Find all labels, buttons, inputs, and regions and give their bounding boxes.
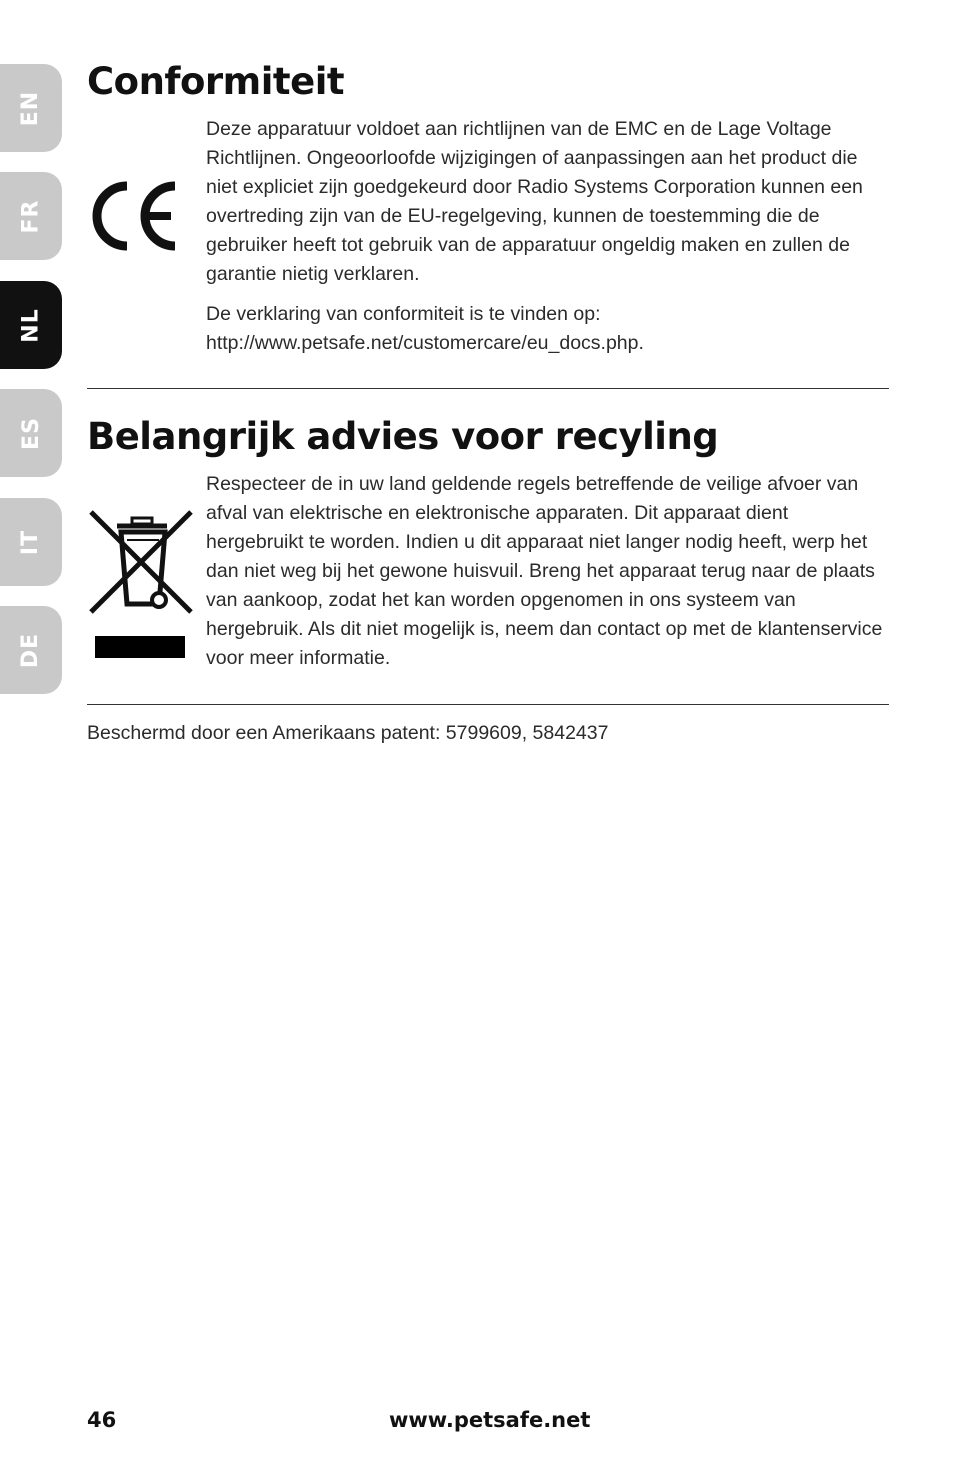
tab-label: ES xyxy=(18,416,44,450)
tab-es[interactable] xyxy=(0,389,62,477)
tab-fr[interactable] xyxy=(0,172,62,260)
ce-mark-icon xyxy=(87,178,179,254)
tab-de[interactable] xyxy=(0,606,62,694)
tab-label: DE xyxy=(18,632,44,668)
section-divider xyxy=(87,388,889,389)
tab-label: FR xyxy=(18,199,44,233)
declaration-line: De verklaring van conformiteit is te vinden op: xyxy=(206,303,601,325)
recycling-heading: Belangrijk advies voor recyling xyxy=(87,415,719,458)
tab-label: EN xyxy=(18,90,44,126)
conformity-paragraph: Deze apparatuur voldoet aan richtlijnen van de EMC en de Lage Voltage Richtlijnen. Ongeoorloofde wijzigingen of aanpassingen aan het product die niet expliciet zijn goedgekeurd door Radio Systems Corporation kunnen een overtreding zijn van de EU-regelgeving, kunnen de toestemming die de gebruiker heeft tot gebruik van de apparatuur ongeldig maken en zullen de garantie nietig verklaren. xyxy=(206,118,863,285)
tab-nl[interactable] xyxy=(0,281,62,369)
section-divider xyxy=(87,704,889,705)
tab-en[interactable] xyxy=(0,64,62,152)
tab-it[interactable] xyxy=(0,498,62,586)
page-number: 46 xyxy=(87,1408,117,1432)
patent-notice: Beschermd door een Amerikaans patent: 5799609, 5842437 xyxy=(87,722,609,744)
weee-bin-icon xyxy=(87,508,193,660)
conformity-text xyxy=(206,115,891,358)
conformity-heading: Conformiteit xyxy=(87,60,345,103)
recycling-text xyxy=(206,470,891,673)
recycling-paragraph: Respecteer de in uw land geldende regels betreffende de veilige afvoer van afval van elektrische en elektronische apparaten. Dit apparaat dient hergebruikt te worden. Indien u dit apparaat niet langer nodig heeft, werp het dan niet weg bij het gewone huisvuil. Breng het apparaat terug naar de plaats van aankoop, zodat het kan worden opgenomen in ons systeem van hergebruik. Als dit niet mogelijk is, neem dan contact op met de klantenservice voor meer informatie. xyxy=(206,473,883,669)
tab-label: NL xyxy=(18,307,44,343)
website-link[interactable]: www.petsafe.net xyxy=(389,1408,591,1432)
declaration-url[interactable]: http://www.petsafe.net/customercare/eu_docs.php. xyxy=(206,332,644,354)
tab-label: IT xyxy=(18,529,44,555)
